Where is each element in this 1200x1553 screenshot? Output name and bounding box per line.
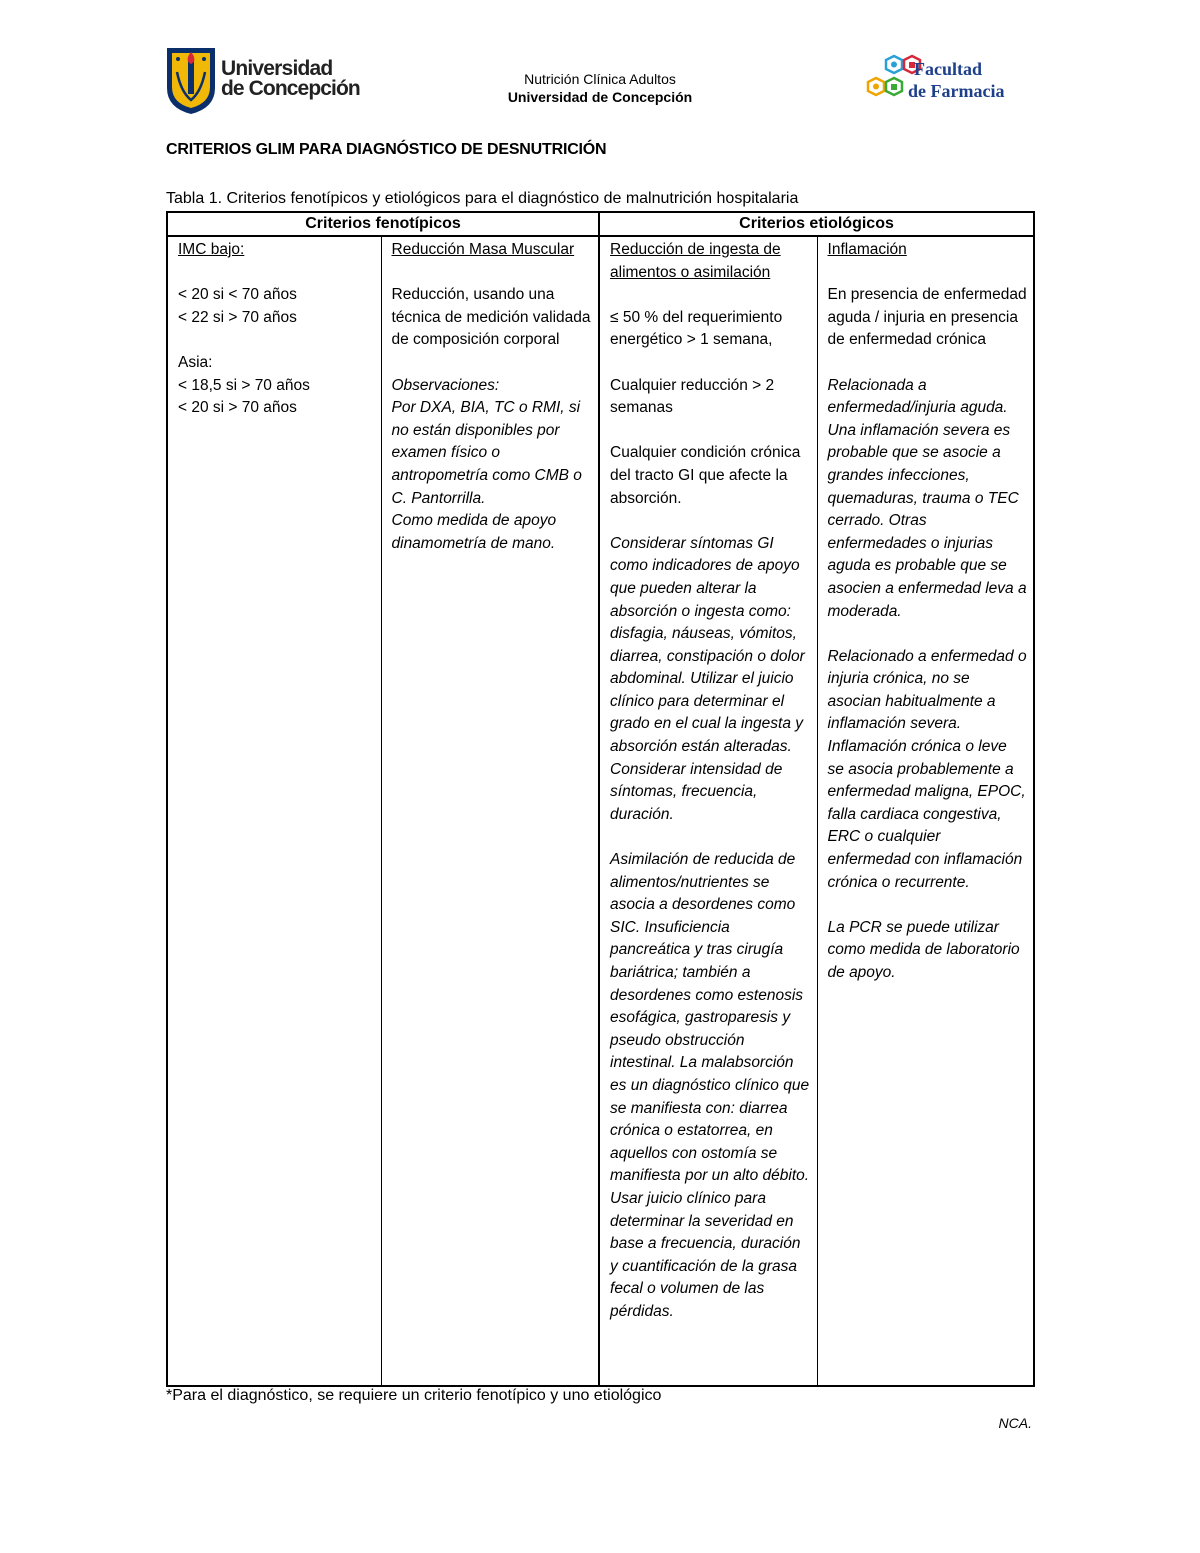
intake-p2: Cualquier reducción > 2 semanas xyxy=(610,376,775,417)
svg-text:Facultad: Facultad xyxy=(914,59,983,79)
facultad-de-farmacia-logo xyxy=(846,54,1026,106)
svg-text:de Farmacia: de Farmacia xyxy=(908,81,1005,101)
bmi-asia-line: < 18,5 si > 70 años xyxy=(178,376,310,394)
inflammation-p3b: Inflamación crónica o leve se asocia probablemente a enfermedad maligna, EPOC, falla cardiaca congestiva, ERC o cualquier enfermedad con inflamación crónica o recurrente. xyxy=(827,738,1026,891)
document-title: CRITERIOS GLIM PARA DIAGNÓSTICO DE DESNUTRICIÓN xyxy=(166,141,607,158)
intake-p4b: Considerar intensidad de síntomas, frecuencia, duración. xyxy=(610,760,783,823)
bmi-line: < 20 si < 70 años xyxy=(178,286,297,304)
muscle-mass-text: Reducción, usando una técnica de medición validada de composición corporal xyxy=(391,286,591,349)
header-phenotypic: Criterios fenotípicos xyxy=(167,212,599,236)
intake-heading: Reducción de ingesta de alimentos o asimilación xyxy=(610,241,781,281)
svg-text:Universidad: Universidad xyxy=(221,57,333,80)
table-header-row xyxy=(167,212,1034,236)
svg-text:de Concepción: de Concepción xyxy=(221,77,360,100)
intake-p5: Asimilación de reducida de alimentos/nutrientes se asocia a desordenes como SIC. Insuficiencia pancreática y tras cirugía bariátrica; también a desordenes como estenosis esofágica, gastroparesis y pseudo obstrucción intestinal. La malabsorción es un diagnóstico clínico que se manifiesta con: diarrea crónica o estatorrea, en aquellos con ostomía se manifiesta por un alto débito. Usar juicio clínico para determinar la severidad en base a frecuencia, duración y cuantificación de la grasa fecal o volumen de las pérdidas. xyxy=(610,851,810,1320)
table-caption: Tabla 1. Criterios fenotípicos y etiológicos para el diagnóstico de malnutrición hospitalaria xyxy=(166,190,799,207)
cell-low-bmi xyxy=(167,236,381,1386)
inflammation-heading: Inflamación xyxy=(827,241,907,258)
observations-text-2: Como medida de apoyo dinamometría de mano. xyxy=(391,512,557,552)
header-subject: Nutrición Clínica Adultos xyxy=(524,71,676,87)
intake-p1: ≤ 50 % del requerimiento energético > 1 semana, xyxy=(610,308,783,349)
bmi-line: < 22 si > 70 años xyxy=(178,308,297,326)
inflammation-p1: En presencia de enfermedad aguda / injuria en presencia de enfermedad crónica xyxy=(827,286,1027,349)
intake-p4: Considerar síntomas GI como indicadores de apoyo que pueden alterar la absorción o ingesta como: disfagia, náuseas, vómitos, diarrea, constipación o dolor abdominal. Utilizar el juicio clínico para determinar el grado en el cual la ingesta y absorción están alteradas. xyxy=(610,534,805,756)
inflammation-p2: Relacionada a enfermedad/injuria aguda. Una inflamación severa es probable que se asocie a grandes infecciones, quemaduras, trauma o TEC cerrado. Otras enfermedades o injurias aguda es probable que se asocien a enfermedad leva a moderada. xyxy=(827,376,1027,620)
inflammation-p4: La PCR se puede utilizar como medida de laboratorio de apoyo. xyxy=(827,918,1020,981)
cell-muscle-mass xyxy=(381,236,599,1386)
signature: NCA. xyxy=(998,1415,1032,1431)
cell-intake-reduction xyxy=(599,236,817,1386)
universidad-de-concepcion-logo xyxy=(165,44,360,116)
asia-label: Asia: xyxy=(178,353,213,371)
low-bmi-heading: IMC bajo: xyxy=(178,241,245,258)
header-etiologic: Criterios etiológicos xyxy=(599,212,1034,236)
footnote: *Para el diagnóstico, se requiere un criterio fenotípico y uno etiológico xyxy=(166,1387,662,1404)
table-row xyxy=(167,236,1034,1386)
inflammation-p3: Relacionado a enfermedad o injuria crónica, no se asocian habitualmente a inflamación severa. xyxy=(827,647,1027,733)
glim-criteria-table xyxy=(166,211,1035,1387)
header-institution: Universidad de Concepción xyxy=(507,89,693,105)
page-header xyxy=(400,70,800,106)
cell-inflammation xyxy=(817,236,1034,1386)
observations-text: Por DXA, BIA, TC o RMI, si no están disponibles por examen físico o antropometría como CMB o C. Pantorrilla. xyxy=(391,399,582,507)
observations-label: Observaciones: xyxy=(391,376,500,394)
intake-p3: Cualquier condición crónica del tracto GI que afecte la absorción. xyxy=(610,444,801,507)
muscle-mass-heading: Reducción Masa Muscular xyxy=(391,241,575,258)
bmi-asia-line: < 20 si > 70 años xyxy=(178,399,297,417)
